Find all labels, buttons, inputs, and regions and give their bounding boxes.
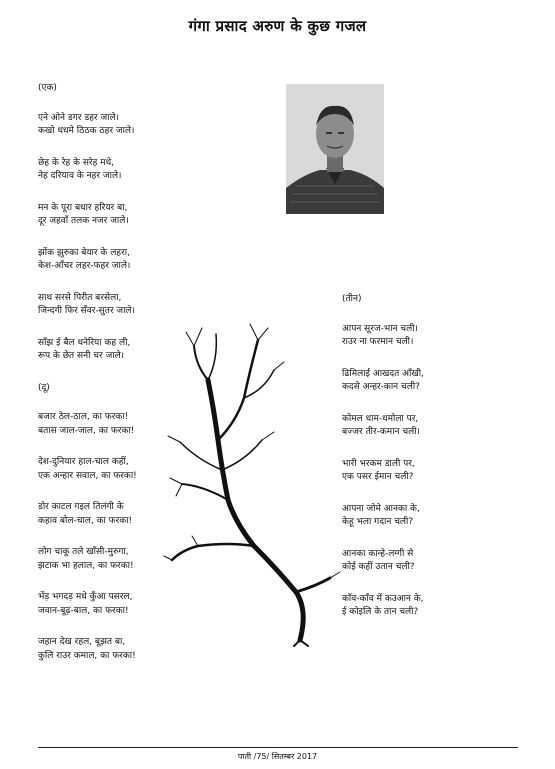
verse-line: साथ सरसे पिरीत बरसेला,	[38, 292, 122, 303]
verse-line: नेह दरियाव के नहर जाले।	[38, 171, 122, 181]
stanza	[342, 413, 522, 440]
verse-line: देश-दुनियार हाल-चाल कहीं,	[38, 457, 129, 467]
verse-line: केश-आँचर लहर-फहर जाले।	[38, 261, 131, 271]
page-title: गंगा प्रसाद अरुण के कुछ गजल	[188, 17, 367, 35]
verse-line: बजार ठेल-ठाल, का फरका!	[38, 412, 129, 422]
stanza	[342, 458, 522, 485]
verse-line: राउर ना फरमान चली।	[342, 337, 414, 347]
right-column	[342, 293, 522, 638]
stanza	[342, 593, 522, 620]
stanza	[38, 247, 238, 274]
stanza	[38, 456, 238, 483]
stanza	[342, 323, 522, 350]
stanza	[342, 503, 522, 530]
verse-line: जवान-बूढ़-बाल, का फरका!	[38, 605, 129, 616]
verse-line: एक पसर ईमान चली?	[342, 472, 414, 482]
verse-line: ढिमिलाई आखदत आँखी,	[342, 368, 424, 379]
verse-line: आनका कान्हे-लग्गी से	[342, 548, 414, 559]
verse-line: आपन सूरज-भान चली।	[342, 323, 418, 334]
verse-line: झोंक झुरुका बेयार के लहरा,	[38, 247, 130, 258]
verse-line: डोर काटल गइल तिलंगी के	[38, 502, 124, 512]
verse-line: कदसे अन्हर-कान चली?	[342, 382, 420, 392]
stanza	[38, 202, 238, 229]
verse-line: कहाव बोल-चाल, का फरका!	[38, 515, 133, 526]
verse-line: बतास जाल-जाल, का फरका!	[38, 425, 135, 436]
verse-line: कुलि राउर कमाल, का फरका!	[38, 650, 136, 661]
verse-line: जहान देख रहल, बूझत बा,	[38, 637, 126, 647]
verse-line: लोग चाकू तले खाँसी-मुरुगा,	[38, 547, 129, 557]
verse-line: एने ओने डगर डहर जाले।	[38, 112, 119, 123]
stanza	[38, 636, 238, 663]
verse-line: केहू भला गदान चली?	[342, 517, 414, 527]
portrait-image	[286, 84, 384, 214]
stanza	[38, 292, 238, 319]
stanza	[342, 548, 522, 575]
verse-line: साँझ ई बैल धनेरिया कह ली,	[38, 337, 131, 348]
verse-line: झटाक भा हलाल, का फरका!	[38, 560, 134, 571]
verse-line: रूप के छेत सनी चर जाले।	[38, 351, 125, 361]
stanza	[342, 368, 522, 395]
section-heading-2: (दू)	[38, 382, 50, 393]
stanza	[38, 591, 238, 618]
verse-line: कोमल धाम-धमोला पर,	[342, 413, 419, 424]
footer-divider	[38, 747, 518, 748]
stanza	[38, 411, 238, 438]
verse-line: कोई कहीं उतान चली?	[342, 562, 415, 572]
section-heading-3: (तीन)	[342, 294, 362, 304]
section-heading-1: (एक)	[38, 83, 57, 93]
verse-line: दूर जहवाँ तलक नजर जाले।	[38, 216, 129, 226]
verse-line: आपना जोमे आनका के,	[342, 503, 420, 514]
verse-line: एक अन्हार सवाल, का फरका!	[38, 470, 137, 481]
stanza	[38, 501, 238, 528]
stanza	[38, 546, 238, 573]
verse-line: मन के पूरा बधार हरियर बा,	[38, 202, 128, 213]
verse-line: कखो धधमे ठिठक ठहर जाले।	[38, 126, 135, 136]
verse-line: छेह के रेह के सरेह मधे,	[38, 157, 114, 168]
stanza	[38, 157, 238, 184]
verse-line: ई कोइलि के तान चली?	[342, 607, 419, 617]
left-column	[38, 82, 238, 681]
author-photo	[286, 84, 384, 214]
verse-line: भारी भरकम डाली पर,	[342, 458, 415, 469]
verse-line: काँव-काँव में कउआन के,	[342, 593, 424, 604]
verse-line: जिन्दगी फिर सँवर-सुतर जाले।	[38, 306, 135, 316]
verse-line: भेंड़ भगदड़ मधे कुँआ पसरल,	[38, 592, 133, 602]
stanza	[38, 112, 238, 139]
stanza	[38, 337, 238, 364]
verse-line: बज्जर तीर-कमान चली।	[342, 427, 420, 437]
page-footer: पाती /75/ सितम्बर 2017	[237, 752, 318, 761]
